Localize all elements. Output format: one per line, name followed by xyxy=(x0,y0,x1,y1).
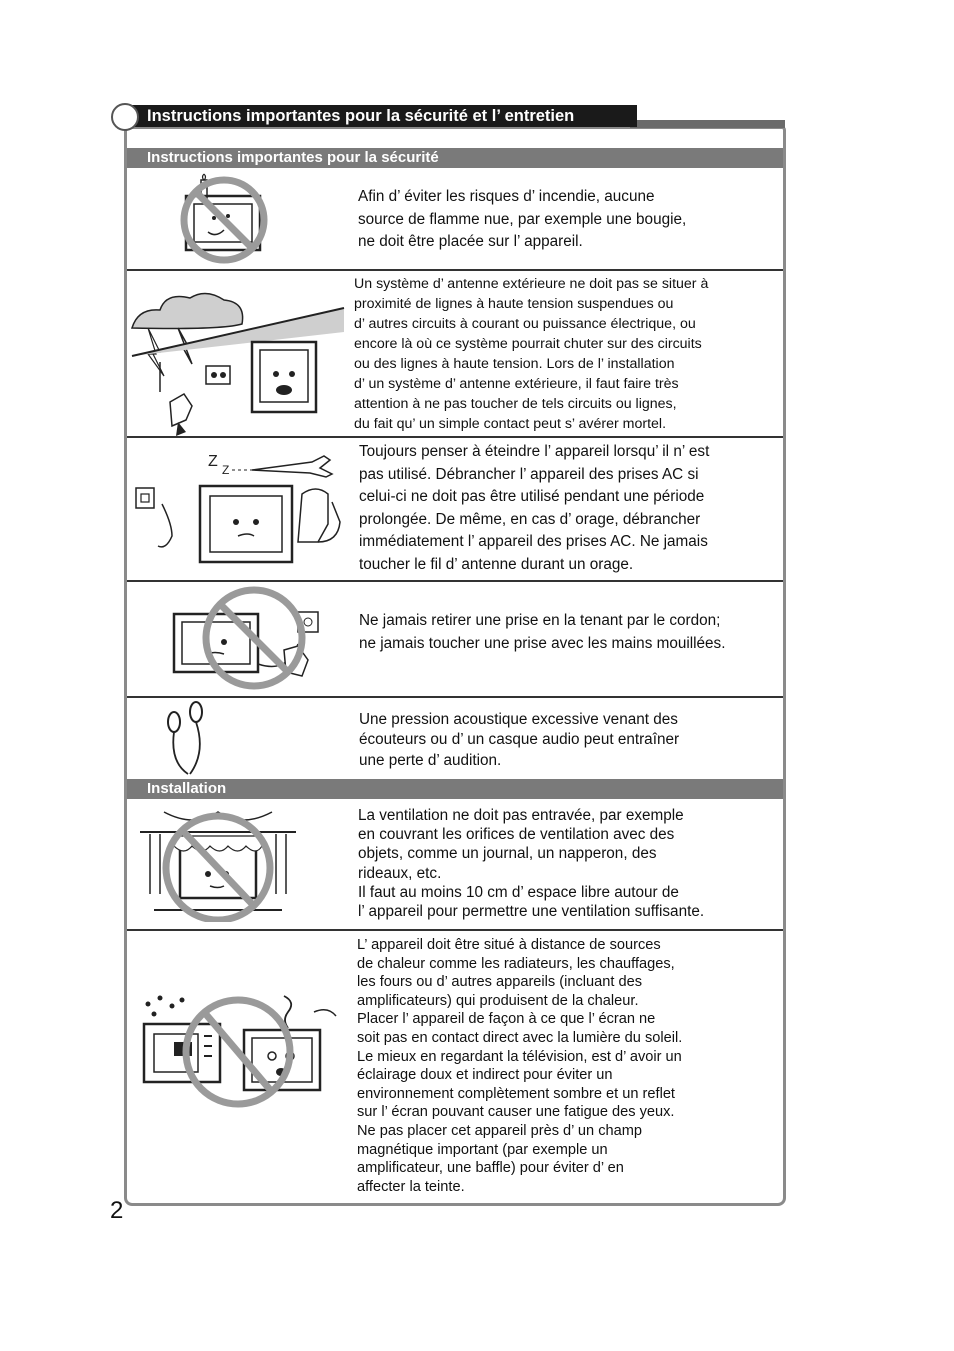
text-line: prolongée. De même, en cas d’ orage, débrancher xyxy=(359,510,701,528)
page-title: Instructions importantes pour la sécurité et l’ entretien xyxy=(147,107,575,125)
text-line: d’ un système d’ antenne extérieure, il faut faire très xyxy=(354,376,679,392)
text-line: source de flamme nue, par exemple une bougie, xyxy=(358,210,687,228)
text-line: proximité de lignes à haute tension suspendues ou xyxy=(354,296,674,312)
svg-text:Z: Z xyxy=(208,453,218,470)
text-line: Un système d’ antenne extérieure ne doit pas se situer à xyxy=(354,276,709,292)
divider xyxy=(127,580,783,582)
text-line: éclairage doux et indirect pour éviter un xyxy=(357,1067,613,1084)
text-line: Il faut au moins 10 cm d’ espace libre autour de xyxy=(358,883,679,901)
text-line: affecter la teinte. xyxy=(357,1178,465,1195)
text-line: Toujours penser à éteindre l’ appareil lorsqu’ il n’ est xyxy=(359,443,710,460)
text-line: amplificateur, une baffle) pour éviter d’ en xyxy=(357,1160,624,1177)
pull-cord-prohibited-icon xyxy=(166,584,330,697)
divider xyxy=(127,696,783,698)
page-number: 2 xyxy=(110,1197,124,1224)
text-line: L’ appareil doit être situé à distance de sources xyxy=(357,937,661,953)
text-line: du fait qu’ un simple contact peut s’ avérer mortel. xyxy=(354,416,667,432)
text-line: toucher le fil d’ antenne durant un orage. xyxy=(359,555,634,573)
text-line: ou des lignes à haute tension. Lors de l’ installation xyxy=(354,356,675,372)
text-line: attention à ne pas toucher de tels circuits ou lignes, xyxy=(354,396,677,412)
text-line: Une pression acoustique excessive venant des xyxy=(359,711,678,728)
text-line: rideaux, etc. xyxy=(358,864,442,882)
text-line: Afin d’ éviter les risques d’ incendie, aucune xyxy=(358,188,655,205)
instruction-text-5 xyxy=(359,710,679,771)
text-line: une perte d’ audition. xyxy=(359,751,502,769)
instruction-text-7 xyxy=(357,936,682,1196)
text-line: ne doit être placée sur l’ appareil. xyxy=(358,233,583,250)
instruction-text-2 xyxy=(354,274,708,434)
text-line: objets, comme un journal, un napperon, des xyxy=(358,845,657,863)
outdoor-antenna-storm-icon xyxy=(130,272,350,443)
heat-source-prohibited-icon xyxy=(134,990,346,1119)
text-line: Ne pas placer cet appareil près d’ un champ xyxy=(357,1122,643,1139)
text-line: soit pas en contact direct avec la lumière du soleil. xyxy=(357,1029,683,1046)
text-line: celui-ci ne doit pas être utilisé pendant une période xyxy=(359,488,705,505)
header-rule xyxy=(630,120,785,128)
header-bullet-icon xyxy=(111,103,139,131)
unplug-during-storm-icon xyxy=(132,444,354,583)
text-line: d’ autres circuits à courant ou puissance électrique, ou xyxy=(354,316,696,332)
candle-on-tv-prohibited-icon xyxy=(168,172,278,269)
divider xyxy=(127,929,783,931)
section-title-safety: Instructions importantes pour la sécurité xyxy=(147,149,439,166)
earphones-icon xyxy=(160,700,216,785)
text-line: écouteurs ou d’ un casque audio peut entraîner xyxy=(359,731,680,749)
text-line: en couvrant les orifices de ventilation avec des xyxy=(358,826,675,844)
text-line: amplificateurs) qui produisent de la chaleur. xyxy=(357,992,639,1009)
text-line: Placer l’ appareil de façon à ce que l’ écran ne xyxy=(357,1011,656,1028)
text-line: La ventilation ne doit pas entravée, par exemple xyxy=(358,807,684,824)
text-line: magnétique important (par exemple un xyxy=(357,1141,608,1158)
text-line: sur l’ écran pouvant causer une fatigue des yeux. xyxy=(357,1104,675,1121)
text-line: ne jamais toucher une prise avec les mains mouillées. xyxy=(359,634,726,652)
text-line: Le mieux en regardant la télévision, est d’ avoir un xyxy=(357,1048,682,1065)
text-line: encore là où ce système pourrait chuter sur des circuits xyxy=(354,336,702,352)
text-line: environnement complètement sombre et un reflet xyxy=(357,1085,675,1102)
text-line: Ne jamais retirer une prise en la tenant par le cordon; xyxy=(359,612,721,629)
instruction-text-6 xyxy=(358,806,704,921)
instruction-text-3 xyxy=(359,441,709,576)
section-title-installation: Installation xyxy=(147,780,227,797)
divider xyxy=(127,269,783,271)
blocked-ventilation-prohibited-icon xyxy=(140,806,296,927)
instruction-text-4 xyxy=(359,610,725,655)
text-line: l’ appareil pour permettre une ventilation suffisante. xyxy=(358,903,705,921)
svg-text:Z: Z xyxy=(222,463,230,477)
instruction-text-1 xyxy=(358,186,686,254)
text-line: pas utilisé. Débrancher l’ appareil des prises AC si xyxy=(359,465,699,483)
text-line: les fours ou d’ autres appareils (incluant des xyxy=(357,974,643,991)
text-line: de chaleur comme les radiateurs, les chauffages, xyxy=(357,955,675,972)
text-line: immédiatement l’ appareil des prises AC. Ne jamais xyxy=(359,533,708,550)
divider xyxy=(127,436,783,438)
